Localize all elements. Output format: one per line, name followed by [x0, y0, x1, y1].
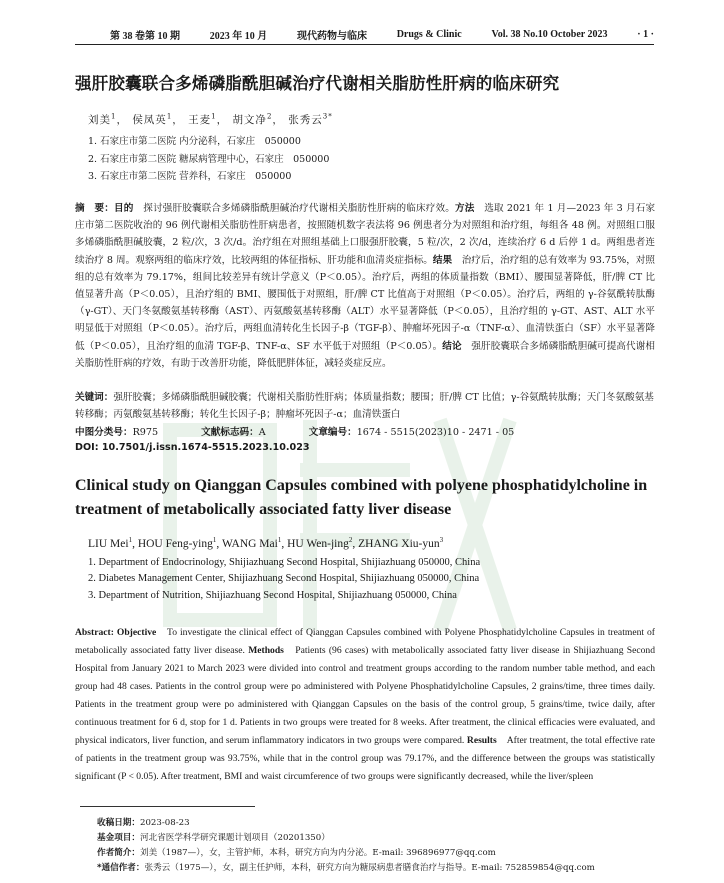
header-divider — [75, 44, 654, 45]
author-affil-mark: 1 — [212, 536, 217, 544]
abstract-cn — [75, 200, 655, 372]
author-affil-mark: 3 — [439, 536, 444, 544]
doc-code-label: 文献标志码： — [201, 427, 259, 438]
footnote-corresponding — [97, 861, 595, 873]
affiliation-en: 3. Department of Nutrition, Shijiazhuang Second Hospital, Shijiazhuang 050000, China — [88, 590, 457, 601]
results-text-cn: 治疗后，治疗组的总有效率为 93.75%，对照组的总有效率为 79.17%，组间比较差异有统计学意义（P＜0.05）。治疗后，两组的体质量指数（BMI）、腰围显著降低，肝/脾 CT 比值显著升高（P＜0.05），且治疗组的 BMI、腰围低于对照组，肝/脾 CT 比值高于对照组（P＜0.05）。治疗后，两组的 γ-谷氨酰转肽酶（γ-GT）、天门冬氨酸氨基转移酶（AST）、丙氨酸氨基转移酶（ALT）水平显著降低（P＜0.05），且治疗组的 γ-GT、AST、ALT 水平明显低于对照组（P＜0.05）。治疗后，两组血清转化生长因子-β（TGF-β）、肿瘤坏死因子-α（TNF-α）、血清铁蛋白（SF）水平显著降低（P＜0.05），且治疗组的血清 TGF-β、TNF-α、SF 水平低于对照组（P＜0.05）。 — [75, 254, 656, 352]
results-label-en: Results — [466, 735, 497, 746]
author-affil-mark: 1 — [128, 536, 133, 544]
header-date-cn: 2023 年 10 月 — [209, 30, 268, 42]
article-title-cn: 强肝胶囊联合多烯磷脂酰胆碱治疗代谢相关脂肪性肝病的临床研究 — [75, 74, 560, 93]
author-en: LIU Mei — [88, 537, 129, 550]
methods-text-en: Patients (96 cases) with metabolically associated fatty liver disease in Shijiazhuang Second Hospital from January 2021 to March 2023 were divided into control and treatment groups according to the random number table method, and each group had 48 cases. Patients in the control group were po administered with Polyene Phosphatidylcholine Capsules, 2 grains/time, three times daily. Patients in the treatment group were po administered with Qianggan Capsules on the basis of the control group, 5 grains/time, twice daily, after continuous treatment for 6 d, stop for 1 d. Patients in two groups were treated for 8 weeks. After treatment, the clinical efficacies were evaluated, and physical indicators, liver function, and serum inflammatory indicators in two groups were compared. — [75, 645, 656, 746]
header-page-number: · 1 · — [637, 28, 654, 40]
footnote-label: 作者简介： — [97, 848, 140, 858]
author-list-en: LIU Mei$^1$, HOU Feng-ying$^1$, WANG Mai$^1$, HU Wen-jing$^2$, ZHANG Xiu-yun$^3$ — [88, 536, 444, 550]
header-volume-cn: 第 38 卷第 10 期 — [110, 30, 180, 42]
clc-value: R975 — [132, 427, 159, 438]
methods-label-cn: 方法 — [455, 203, 475, 214]
author-cn: 张秀云 — [288, 114, 323, 126]
author-cn: 刘美 — [88, 114, 111, 126]
footnote-text: 河北省医学科学研究课题计划项目（20201350） — [139, 833, 330, 843]
author-cn: 胡文净 — [232, 114, 267, 126]
abstract-label-cn: 摘 要： — [75, 203, 114, 214]
article-number-label: 文章编号： — [308, 427, 357, 438]
affiliation-en: 1. Department of Endocrinology, Shijiazhuang Second Hospital, Shijiazhuang 050000, China — [88, 557, 481, 568]
footnote-label: 收稿日期： — [97, 818, 140, 828]
keywords-text-cn: 强肝胶囊；多烯磷脂酰胆碱胶囊；代谢相关脂肪性肝病；体质量指数；腰围；肝/脾 CT 比值；γ-谷氨酰转肽酶；天门冬氨酸氨基转移酶；丙氨酸氨基转移酶；转化生长因子-β；肿瘤坏死因子-α；血清铁蛋白 — [75, 392, 654, 420]
header-journal-cn: 现代药物与临床 — [296, 30, 367, 42]
objective-text-cn: 探讨强肝胶囊联合多烯磷脂酰胆碱治疗代谢相关脂肪性肝病的临床疗效。 — [133, 203, 455, 214]
author-cn: 侯凤英 — [132, 114, 167, 126]
author-affil-mark: 1 — [166, 112, 173, 121]
affiliation-cn: 1. 石家庄市第二医院 内分泌科，石家庄 050000 — [88, 136, 301, 147]
author-en: HOU Feng-ying — [137, 537, 213, 550]
affiliation-cn: 2. 石家庄市第二医院 糖尿病管理中心，石家庄 050000 — [88, 154, 330, 165]
footnote-text: 刘美（1987—），女，主管护师，本科，研究方向为内分泌。E-mail: 396896977@qq.com — [139, 848, 496, 858]
author-affil-mark: 2 — [348, 536, 353, 544]
footnote-received — [97, 816, 190, 828]
footnote-label: 基金项目： — [97, 833, 140, 843]
results-label-cn: 结果 — [432, 254, 453, 266]
author-en: WANG Mai — [221, 537, 278, 550]
header-journal-en: Drugs & Clinic — [396, 28, 462, 40]
doi-link[interactable]: DOI: 10.7501/j.issn.1674-5515.2023.10.023 — [75, 442, 310, 453]
objective-text-en: To investigate the clinical effect of Qianggan Capsules combined with Polyene Phosphatidylcholine Capsules in treatment of metabolically associated fatty liver disease. — [75, 627, 655, 656]
author-affil-mark: 2 — [266, 112, 273, 121]
footnote-divider — [80, 806, 255, 807]
objective-label-cn: 目的 — [113, 203, 134, 214]
footnote-funding — [97, 831, 330, 843]
keywords-cn — [75, 390, 655, 423]
author-affil-mark: 3* — [322, 112, 333, 121]
abstract-en — [75, 624, 655, 786]
author-affil-mark: 1 — [211, 112, 217, 121]
article-number-value: 1674 - 5515(2023)10 - 2471 - 05 — [356, 427, 515, 438]
conclusion-text-cn: 强肝胶囊联合多烯磷脂酰胆碱可提高代谢相关脂肪性肝病的疗效，有助于改善肝功能，降低肥胖体征，减轻炎症反应。 — [75, 340, 655, 369]
running-header — [110, 26, 654, 42]
affiliation-cn: 3. 石家庄市第二医院 营养科，石家庄 050000 — [88, 171, 292, 182]
clc-label: 中图分类号： — [75, 427, 133, 438]
footnote-text: 2023-08-23 — [139, 818, 190, 828]
author-affil-mark: 1 — [277, 536, 282, 544]
conclusion-label-cn: 结论 — [442, 340, 462, 352]
footnote-author-bio — [97, 846, 496, 858]
author-en: ZHANG Xiu-yun — [358, 537, 440, 550]
results-text-en: After treatment, the total effective rate of patients in the treatment group was 93.75%, while that in the control group was 79.17%, and the difference between the groups was statistically significant (P < 0.05). After treatment, BMI and waist circumference of two groups were significantly decreased, while the liver/spleen — [75, 735, 656, 782]
affiliation-en: 2. Diabetes Management Center, Shijiazhuang Second Hospital, Shijiazhuang 050000, China — [88, 573, 480, 584]
objective-label-en: Objective — [116, 627, 157, 638]
author-en: HU Wen-jing — [287, 537, 349, 550]
author-cn: 王麦 — [188, 114, 212, 126]
footnote-label: *通信作者： — [97, 863, 145, 873]
article-title-en: Clinical study on Qianggan Capsules combined with polyene phosphatidylcholine in treatment of metabolically associated fatty liver disease — [75, 477, 648, 518]
author-list-cn: 刘美$^1$， 侯凤英$^1$， 王麦$^1$， 胡文净$^2$， 张秀云$^{3*}$ — [88, 112, 333, 126]
header-volume-en: Vol. 38 No.10 October 2023 — [491, 28, 608, 40]
author-affil-mark: 1 — [111, 112, 117, 121]
methods-label-en: Methods — [248, 645, 284, 656]
methods-text-cn: 选取 2021 年 1 月—2023 年 3 月石家庄市第二医院收治的 96 例代谢相关脂肪性肝病患者，按照随机数字表法将 96 例患者分为对照组和治疗组，每组各 48 例。对照组口服多烯磷脂酰胆碱胶囊，2 粒/次，3 次/d。治疗组在对照组基础上口服强肝胶囊，5 粒/次，2 次/d，连续治疗 6 d 后停 1 d。两组患者连续治疗 8 周。观察两组的临床疗效，比较两组的体征指标、肝功能和血清炎症指标。 — [75, 203, 656, 266]
abstract-label-en: Abstract: — [75, 627, 114, 638]
footnote-text: 张秀云（1975—），女，副主任护师，本科，研究方向为糖尿病患者膳食治疗与指导。E-mail: 752859854@qq.com — [144, 863, 595, 873]
doc-code-value: A — [258, 427, 266, 438]
classification-meta — [75, 424, 554, 438]
keywords-label-cn: 关键词： — [75, 392, 114, 403]
